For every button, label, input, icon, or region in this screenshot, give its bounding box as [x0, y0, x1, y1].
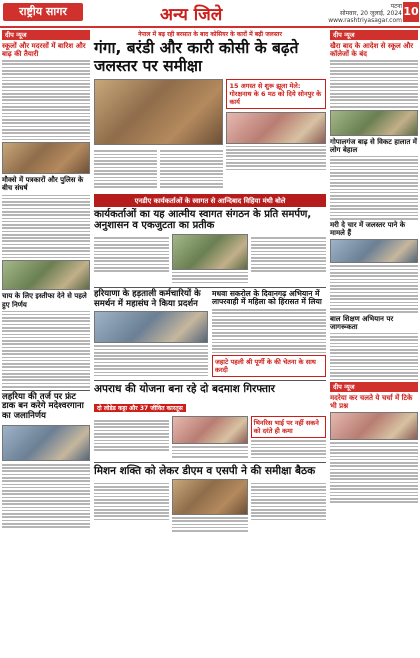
- right-column: [330, 30, 418, 650]
- story3-headline: हरियाणा के हड़ताली कर्मचारियों के समर्थन में महासंघ ने किया प्रदर्शन: [94, 288, 201, 309]
- left-photo-3: [2, 425, 90, 461]
- right-photo-3: [330, 412, 418, 440]
- left-body-2: [2, 195, 90, 259]
- left-feature-headline: लहरिया की तर्ज पर फ्रंट डाक बन करेगे मदेश्वरगाना का जलानिर्णय: [2, 391, 84, 422]
- left-headline-3: चाय के लिए इस्तीफा देने से पहले हुए निर्णय: [2, 292, 87, 309]
- story5-photo: [172, 416, 247, 444]
- lead-headline: गंगा, बरंडी और कारी कोसी के बढ़ते जलस्तर पर समीक्षा: [94, 39, 299, 75]
- story5-headline: अपराध की योजना बना रहे दो बदमाश गिरफ्तार: [94, 383, 275, 396]
- right-headline-1: खैरा बाद के आदेश से स्कूल और कॉलेजों के बंद: [330, 42, 414, 59]
- lead-photo: [94, 79, 223, 145]
- left-photo-1: [2, 142, 90, 174]
- left-photo-2: [2, 260, 90, 290]
- right-headline-5: मदरेया कर चलते ये चर्चा में टिके भी प्रश्न: [330, 394, 413, 411]
- mid-box-2: भिनरिस भाई पर नहीं सकने को दरंते ही कमा: [251, 416, 326, 438]
- left-column: [2, 30, 90, 650]
- right-headline-2: गोपालगंज बाढ़ से विकट हालात में लोग बेहाल: [330, 137, 417, 154]
- story2-photo: [172, 234, 247, 270]
- story6-headline: मिशन शक्ति को लेकर डीएम व एसपी ने की समीक्षा बैठक: [94, 464, 316, 477]
- page-number: 10: [403, 2, 419, 22]
- right-section-tag: दीप न्यूज: [330, 30, 418, 40]
- story5-subline: दो लोडेड कट्टा और 37 जीवित कारतूस: [94, 404, 186, 412]
- left-body-3: [2, 311, 90, 388]
- edition-meta: [328, 3, 402, 24]
- left-body-1: [2, 60, 90, 140]
- section-title: अन्य जिले: [160, 5, 223, 25]
- right-section-tag-2: दीप न्यूज: [330, 382, 418, 392]
- top-strip: नेपाल में बढ़ रही बरसात के बाद कोसियर के कारों में बढ़ी जलस्तर: [138, 31, 282, 38]
- left-section-tag: दीप न्यूज: [2, 30, 90, 40]
- right-headline-4: बाल शिक्षण अभियान पर जागरूकता: [330, 314, 394, 331]
- lead-kicker-box: 15 अगस्त से शुरू झूला मेले: गोरक्षनाथ के 6 मठ को दिये सोनपुर के कार्य: [226, 79, 326, 109]
- story2-banner: एनडीए कार्यकर्ताओं के स्वागत से आन्दिबाद विहिया मंथी बोले: [94, 194, 326, 207]
- story4-headline: मधवा सकरोल के दिवानगढ़ अभियान में लापरवाही में महिला को हिरासत में लिया: [212, 288, 322, 307]
- edition-city: पटना: [390, 3, 402, 10]
- right-photo-2: [330, 239, 418, 263]
- story6-photo: [172, 479, 247, 515]
- left-headline-1: स्कूलों और मदरसों में बारिश और बाढ़ की तैयारी: [2, 42, 86, 59]
- side-photo: [226, 112, 326, 144]
- edition-site: www.rashtriyasagar.com: [328, 17, 402, 24]
- story3-photo: [94, 311, 208, 343]
- edition-date: सोमवार, 20 जुलाई, 2024: [339, 10, 402, 17]
- right-headline-3: मरी दे चार में जलस्तर पाने के मामले हैं: [330, 221, 406, 238]
- masthead: [0, 0, 420, 28]
- story2-headline: कार्यकर्ताओं का यह आत्मीय स्वागत संगठन के प्रति समर्पण, अनुशासन व एकजुटता का प्रतीक: [94, 208, 312, 232]
- right-photo-1: [330, 110, 418, 136]
- center-column: [94, 30, 326, 650]
- left-body-4: [2, 464, 90, 528]
- left-headline-2: मौक्से में पत्रकारों और पुलिस के बीच संघर्ष: [2, 176, 84, 193]
- brand-name: राष्ट्रीय सागर: [19, 5, 67, 18]
- mid-box: जहाटे पहली श्री पूर्णी के की चेतना के साथ करदी: [212, 355, 326, 377]
- newspaper-logo: [3, 3, 83, 21]
